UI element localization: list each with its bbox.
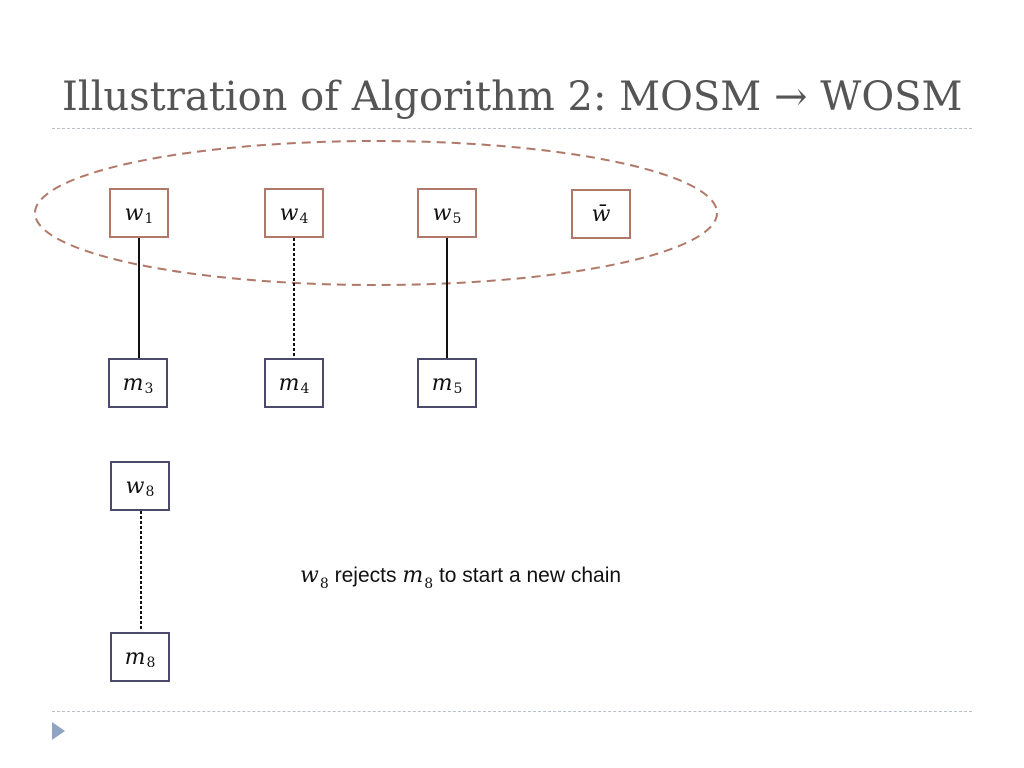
node-w1: w 1 — [109, 188, 169, 238]
caption-rest: to start a new chain — [438, 564, 622, 587]
node-m3: m 3 — [108, 358, 168, 408]
node-m5: m 5 — [417, 358, 477, 408]
caption-verb: rejects — [334, 564, 397, 587]
slide-title: Illustration of Algorithm 2: MOSM → WOSM — [62, 74, 963, 120]
node-m8: m 8 — [110, 632, 170, 682]
node-w8: w 8 — [110, 461, 170, 511]
footer-divider — [52, 711, 972, 712]
node-w5: w 5 — [417, 188, 477, 238]
node-wbar: w̄ — [571, 189, 631, 239]
caption-subject: w — [300, 563, 319, 588]
triangle-bullet-icon — [52, 722, 65, 740]
caption-object: m — [402, 563, 424, 588]
node-m4: m 4 — [264, 358, 324, 408]
chain-caption: $w_8$ rejects $m_8$ to start a new chain — [300, 563, 622, 592]
node-w4: w 4 — [264, 188, 324, 238]
